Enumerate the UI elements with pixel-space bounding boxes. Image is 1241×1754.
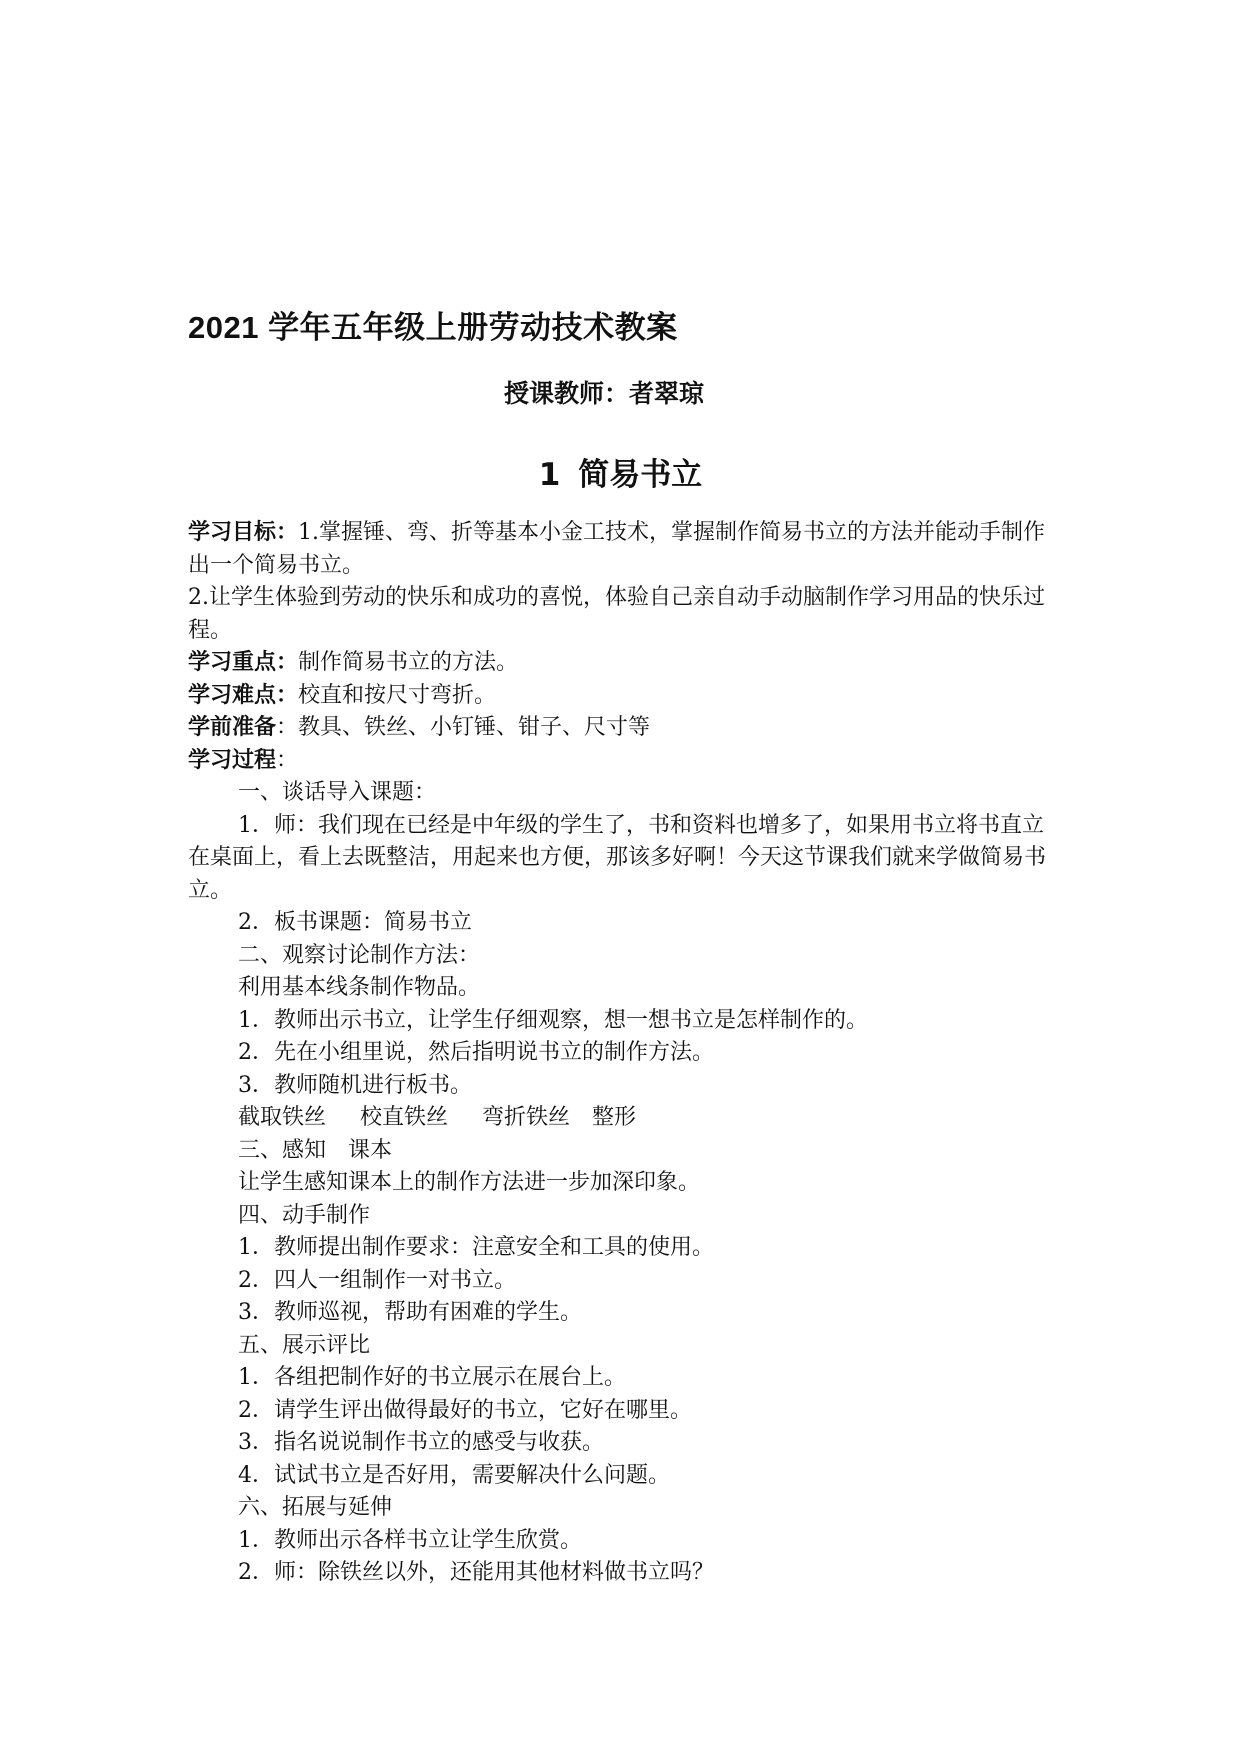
step-straighten-wire: 校直铁丝	[360, 1105, 449, 1130]
list-item: 3．教师随机进行板书。	[238, 1072, 472, 1098]
difficulty-paragraph	[188, 680, 1058, 713]
section-6-heading: 六、拓展与延伸	[238, 1495, 393, 1520]
section-3-heading-b: 课本	[348, 1137, 393, 1163]
objectives-label: 学习目标：	[188, 520, 299, 545]
section-1-paragraph-2: 2．板书课题：简易书立	[238, 910, 472, 935]
list-item: 1．教师提出制作要求：注意安全和工具的使用。	[238, 1235, 714, 1260]
list-item: 2．先在小组里说，然后指明说书立的制作方法。	[238, 1040, 714, 1065]
list-item: 4．试试书立是否好用，需要解决什么问题。	[238, 1462, 670, 1488]
section-4-heading: 四、动手制作	[238, 1202, 371, 1228]
section-5-heading: 五、展示评比	[238, 1332, 371, 1358]
teacher-line: 授课教师：者翠琼	[504, 379, 705, 408]
document-title: 2021 学年五年级上册劳动技术教案	[188, 310, 678, 345]
step-bend-wire: 弯折铁丝	[482, 1105, 571, 1130]
section-2-intro: 利用基本线条制作物品。	[238, 975, 481, 1000]
lesson-number: 1	[538, 457, 561, 493]
process-label: 学习过程	[188, 747, 277, 773]
step-shape: 整形	[592, 1105, 637, 1130]
board-steps	[188, 1102, 1058, 1135]
section-1-paragraph-1: 1．师：我们现在已经是中年级的学生了，书和资料也增多了，如果用书立将书直立在桌面上，看上去既整洁，用起来也方便，那该多好啊！今天这节课我们就来学做简易书立。	[188, 812, 1047, 903]
section-3-heading-a: 三、感知	[238, 1137, 327, 1163]
list-item: 3．教师巡视，帮助有困难的学生。	[238, 1300, 582, 1325]
list-item: 1．教师出示书立，让学生仔细观察，想一想书立是怎样制作的。	[238, 1007, 868, 1033]
section-3-text: 让学生感知课本上的制作方法进一步加深印象。	[238, 1170, 701, 1195]
difficulty-text: 校直和按尺寸弯折。	[298, 682, 497, 708]
section-2-heading: 二、观察讨论制作方法：	[238, 942, 481, 968]
preparation-label: 学前准备	[188, 715, 277, 740]
process-heading	[188, 745, 1058, 778]
section-1-heading: 一、谈话导入课题：	[238, 780, 437, 805]
key-point-label: 学习重点：	[188, 650, 299, 675]
difficulty-label: 学习难点：	[188, 682, 299, 708]
step-cut-wire: 截取铁丝	[238, 1105, 327, 1130]
list-item: 2．师：除铁丝以外，还能用其他材料做书立吗？	[238, 1560, 714, 1585]
list-item: 1．各组把制作好的书立展示在展台上。	[238, 1365, 626, 1390]
lesson-body	[188, 517, 1058, 1590]
lesson-name: 简易书立	[578, 457, 703, 493]
section-3-heading	[188, 1135, 1058, 1168]
lesson-title	[0, 449, 1241, 494]
list-item: 1．教师出示各样书立让学生欣赏。	[238, 1527, 582, 1553]
preparation-paragraph	[188, 712, 1058, 745]
preparation-text: ：教具、铁丝、小钉锤、钳子、尺寸等	[276, 715, 651, 740]
list-item: 2．请学生评出做得最好的书立，它好在哪里。	[238, 1397, 692, 1423]
objective-2: 2.让学生体验到劳动的快乐和成功的喜悦，体验自己亲自动手动脑制作学习用品的快乐过程。	[188, 585, 1045, 643]
key-point-paragraph	[188, 647, 1058, 680]
list-item: 2．四人一组制作一对书立。	[238, 1267, 516, 1293]
objective-1: 1.掌握锤、弯、折等基本小金工技术，掌握制作简易书立的方法并能动手制作出一个简易书立。	[188, 520, 1046, 578]
objectives-paragraph	[188, 517, 1058, 582]
list-item: 3．指名说说制作书立的感受与收获。	[238, 1430, 604, 1455]
process-colon: ：	[276, 747, 299, 773]
key-point-text: 制作简易书立的方法。	[298, 650, 519, 675]
